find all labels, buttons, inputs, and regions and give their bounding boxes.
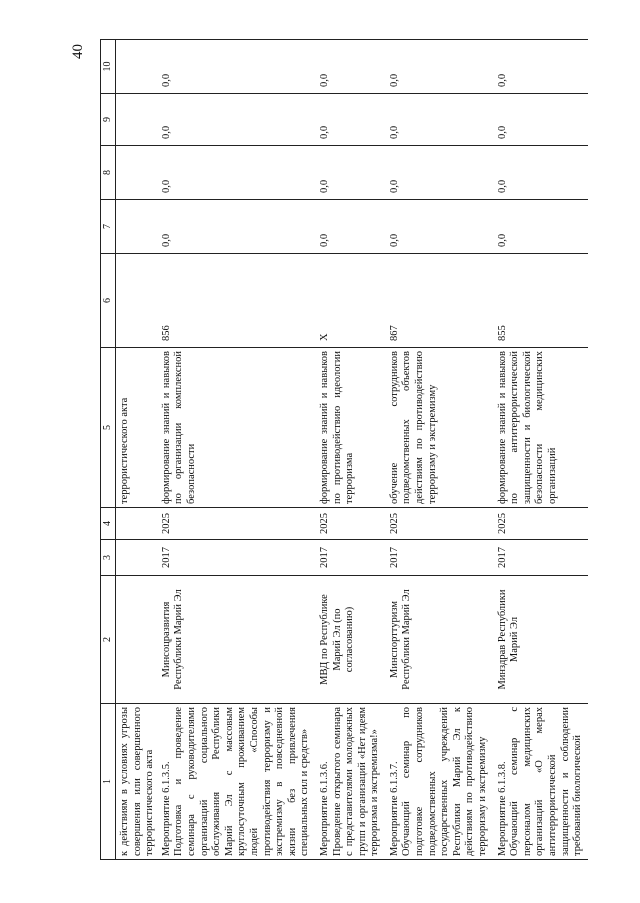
value-cell-9: 0,0 — [385, 94, 493, 146]
result-cell: формирование знаний и навыков по антитеррористической защищенности и биологической безопасности медицинских организаций — [493, 348, 588, 508]
measure-text: Проведение открытого семинара с представителями молодежных групп и организаций «Нет идеям терроризма и экстремизма!» — [331, 707, 381, 856]
measure-text: Обучающий семинар с персоналом медицинских организаций «О мерах антитеррористической защищенности и соблюдении требований биологической — [509, 707, 584, 856]
value-cell-8: 0,0 — [315, 146, 385, 200]
col-header-5: 5 — [101, 348, 116, 508]
start-year-cell: 2017 — [157, 540, 315, 576]
executor-cell: Минздрав Республики Марий Эл — [493, 576, 588, 704]
executor-cell: МВД по Республике Марий Эл (по согласованию) — [315, 576, 385, 704]
table-row — [315, 40, 385, 860]
value-cell-7: 0,0 — [315, 200, 385, 254]
value-cell-8: 0,0 — [157, 146, 315, 200]
measure-cell — [157, 704, 315, 860]
value-cell-10: 0,0 — [493, 40, 588, 94]
col-header-3: 3 — [101, 540, 116, 576]
measure-cell — [315, 704, 385, 860]
value-cell-10: 0,0 — [315, 40, 385, 94]
end-year-cell: 2025 — [315, 508, 385, 540]
continuation-cell-1: к действиям в условиях угрозы совершения или совершенного террористического акта — [116, 704, 157, 860]
measure-cell — [385, 704, 493, 860]
value-cell-8: 0,0 — [385, 146, 493, 200]
value-cell-9: 0,0 — [157, 94, 315, 146]
col-header-7: 7 — [101, 200, 116, 254]
end-year-cell: 2025 — [385, 508, 493, 540]
code-cell: Х — [315, 254, 385, 348]
measure-title: Мероприятие 6.1.3.6. — [318, 761, 330, 856]
value-cell-7: 0,0 — [385, 200, 493, 254]
executor-cell: Минсоцразвития Республики Марий Эл — [157, 576, 315, 704]
end-year-cell: 2025 — [157, 508, 315, 540]
col-header-6: 6 — [101, 254, 116, 348]
continuation-cell-5: террористического акта — [116, 348, 157, 508]
value-cell-8: 0,0 — [493, 146, 588, 200]
document-page — [70, 40, 620, 860]
result-cell: формирование знаний и навыков по организации комплексной безопасности — [157, 348, 315, 508]
measure-text: Подготовка и проведение семинара с руководителями организаций социального обслуживания Республики Марий Эл с массовым круглосуточным проживанием людей «Способы противодействия терроризму и экстремизму в повседневной жизни без привлечения специальных сил и средств» — [173, 707, 311, 856]
value-cell-9: 0,0 — [493, 94, 588, 146]
table-row — [385, 40, 493, 860]
code-cell: 856 — [157, 254, 315, 348]
col-header-9: 9 — [101, 94, 116, 146]
start-year-cell: 2017 — [493, 540, 588, 576]
program-table — [100, 39, 588, 860]
code-cell: 867 — [385, 254, 493, 348]
value-cell-10: 0,0 — [157, 40, 315, 94]
value-cell-9: 0,0 — [315, 94, 385, 146]
page-number: 40 — [70, 44, 86, 59]
code-cell: 855 — [493, 254, 588, 348]
end-year-cell: 2025 — [493, 508, 588, 540]
start-year-cell: 2017 — [385, 540, 493, 576]
rotated-table-container — [70, 40, 620, 860]
result-cell: обучение сотрудников подведомственных объектов действиям по противодействию терроризму и экстремизму — [385, 348, 493, 508]
table-row — [157, 40, 315, 860]
col-header-1: 1 — [101, 704, 116, 860]
header-row — [101, 40, 116, 860]
measure-text: Обучающий семинар по подготовке сотрудников подведомственных государственных учреждений Республики Марий Эл к действиям по противодействию терроризму и экстремизму — [401, 707, 489, 856]
result-cell: формирование знаний и навыков по противодействию идеологии терроризма — [315, 348, 385, 508]
col-header-4: 4 — [101, 508, 116, 540]
value-cell-10: 0,0 — [385, 40, 493, 94]
start-year-cell: 2017 — [315, 540, 385, 576]
value-cell-7: 0,0 — [493, 200, 588, 254]
measure-cell — [493, 704, 588, 860]
table-row — [493, 40, 588, 860]
measure-title: Мероприятие 6.1.3.8. — [496, 761, 508, 856]
col-header-8: 8 — [101, 146, 116, 200]
executor-cell: Минспорттуризм Республики Марий Эл — [385, 576, 493, 704]
col-header-10: 10 — [101, 40, 116, 94]
continuation-row — [116, 40, 157, 860]
measure-title: Мероприятие 6.1.3.5. — [160, 761, 172, 856]
measure-title: Мероприятие 6.1.3.7. — [388, 761, 400, 856]
col-header-2: 2 — [101, 576, 116, 704]
value-cell-7: 0,0 — [157, 200, 315, 254]
